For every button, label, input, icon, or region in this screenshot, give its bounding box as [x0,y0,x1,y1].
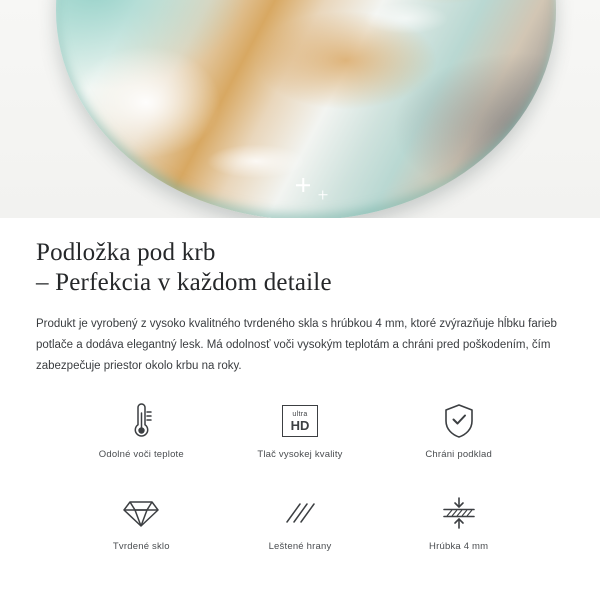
hero-image [0,0,600,218]
thickness-arrows-icon [438,491,480,535]
ultra-hd-badge-bottom: HD [290,417,310,433]
diamond-icon [122,491,160,535]
feature-label: Chráni podklad [425,449,493,460]
headline-line-2: – Perfekcia v každom detaile [36,269,332,296]
ultra-hd-badge-top: ultra [292,410,308,418]
feature-grid [36,399,564,569]
page-title [36,238,564,298]
feature-item-tempered-glass [62,491,221,569]
feature-item-surface-protection [379,399,538,477]
marble-pattern [56,0,556,218]
description-paragraph: Produkt je vyrobený z vysoko kvalitného tvrdeného skla s hrúbkou 4 mm, ktoré zvýrazňuje hĺbku farieb potlače a dodáva elegantný lesk. Má odolnosť voči vysokým teplotám a chráni pred poškodením, čím zabezpečuje priestor okolo krbu na roky. [36,318,557,372]
headline-line-1: Podložka pod krb [36,239,216,266]
shield-check-icon [442,399,476,443]
ultra-hd-icon [282,399,318,443]
feature-item-heat-resistant [62,399,221,477]
feature-item-polished-edges [221,491,380,569]
feature-label: Hrúbka 4 mm [429,541,489,552]
feature-item-thickness [379,491,538,569]
thermometer-icon [124,399,158,443]
polished-edges-icon [280,491,320,535]
glass-board-image [56,0,556,218]
text-content [0,218,600,569]
feature-label: Tlač vysokej kvality [257,449,343,460]
feature-label: Leštené hrany [268,541,332,552]
feature-item-print-quality [221,399,380,477]
feature-label: Tvrdené sklo [112,541,170,552]
feature-label: Odolné voči teplote [98,449,184,460]
